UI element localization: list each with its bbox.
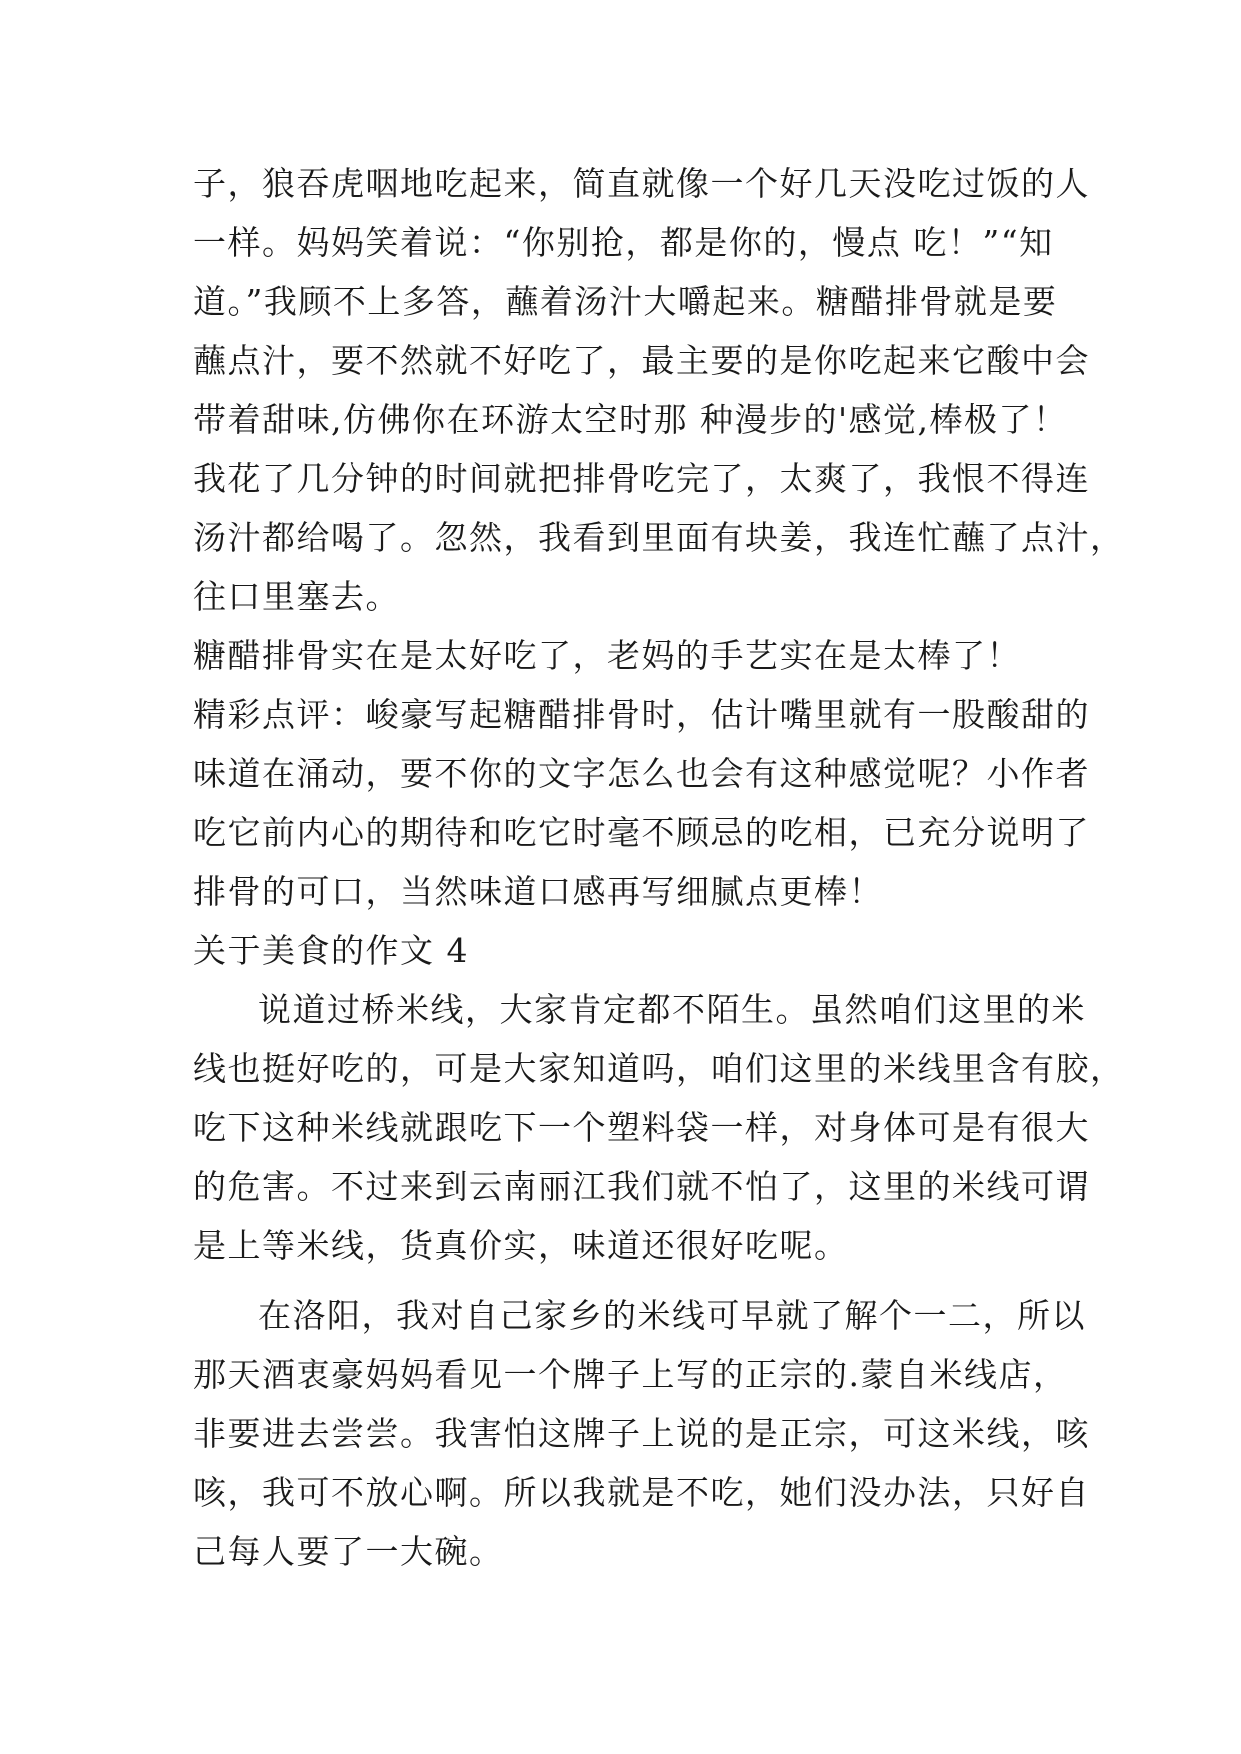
text-line: 我花了几分钟的时间就把排骨吃完了，太爽了，我恨不得连 [193, 459, 1090, 498]
text-line: 线也挺好吃的，可是大家知道吗，咱们这里的米线里含有胶， [193, 1049, 1125, 1088]
text-line: 子，狼吞虎咽地吃起来，简直就像一个好几天没吃过饭的人 [193, 164, 1090, 203]
text-line: 吃它前内心的期待和吃它时毫不顾忌的吃相，已充分说明了 [193, 813, 1090, 852]
text-line: 糖醋排骨实在是太好吃了，老妈的手艺实在是太棒了！ [193, 636, 1021, 675]
text-line: 的危害。不过来到云南丽江我们就不怕了，这里的米线可谓 [193, 1167, 1090, 1206]
text-line: 是上等米线，货真价实，味道还很好吃呢。 [193, 1226, 849, 1265]
text-line: 蘸点汁，要不然就不好吃了，最主要的是你吃起来它酸中会 [193, 341, 1090, 380]
text-line: 往口里塞去。 [193, 577, 400, 616]
text-line: 一样。妈妈笑着说：“你别抢，都是你的，慢点 吃！”“知 [193, 223, 1054, 262]
text-line: 吃下这种米线就跟吃下一个塑料袋一样，对身体可是有很大 [193, 1108, 1090, 1147]
text-line: 非要进去尝尝。我害怕这牌子上说的是正宗，可这米线，咳 [193, 1414, 1090, 1453]
text-line: 咳，我可不放心啊。所以我就是不吃，她们没办法，只好自 [193, 1473, 1090, 1512]
text-line: 味道在涌动，要不你的文字怎么也会有这种感觉呢？小作者 [193, 754, 1090, 793]
text-line: 那天酒衷豪妈妈看见一个牌子上写的正宗的.蒙自米线店， [193, 1355, 1068, 1394]
section-heading: 关于美食的作文 4 [193, 931, 469, 970]
text-line: 己每人要了一大碗。 [193, 1532, 504, 1571]
text-line: 排骨的可口，当然味道口感再写细腻点更棒！ [193, 872, 883, 911]
paragraph-first-line: 说道过桥米线，大家肯定都不陌生。虽然咱们这里的米 [258, 990, 1086, 1029]
paragraph-first-line: 在洛阳，我对自己家乡的米线可早就了解个一二，所以 [258, 1296, 1086, 1335]
text-line: 精彩点评：峻豪写起糖醋排骨时，估计嘴里就有一股酸甜的 [193, 695, 1090, 734]
text-line: 带着甜味,仿佛你在环游太空时那 种漫步的'感觉,棒极了！ [193, 400, 1068, 439]
text-line: 汤汁都给喝了。忽然，我看到里面有块姜，我连忙蘸了点汁， [193, 518, 1125, 557]
text-line: 道。”我顾不上多答，蘸着汤汁大嚼起来。糖醋排骨就是要 [193, 282, 1058, 321]
